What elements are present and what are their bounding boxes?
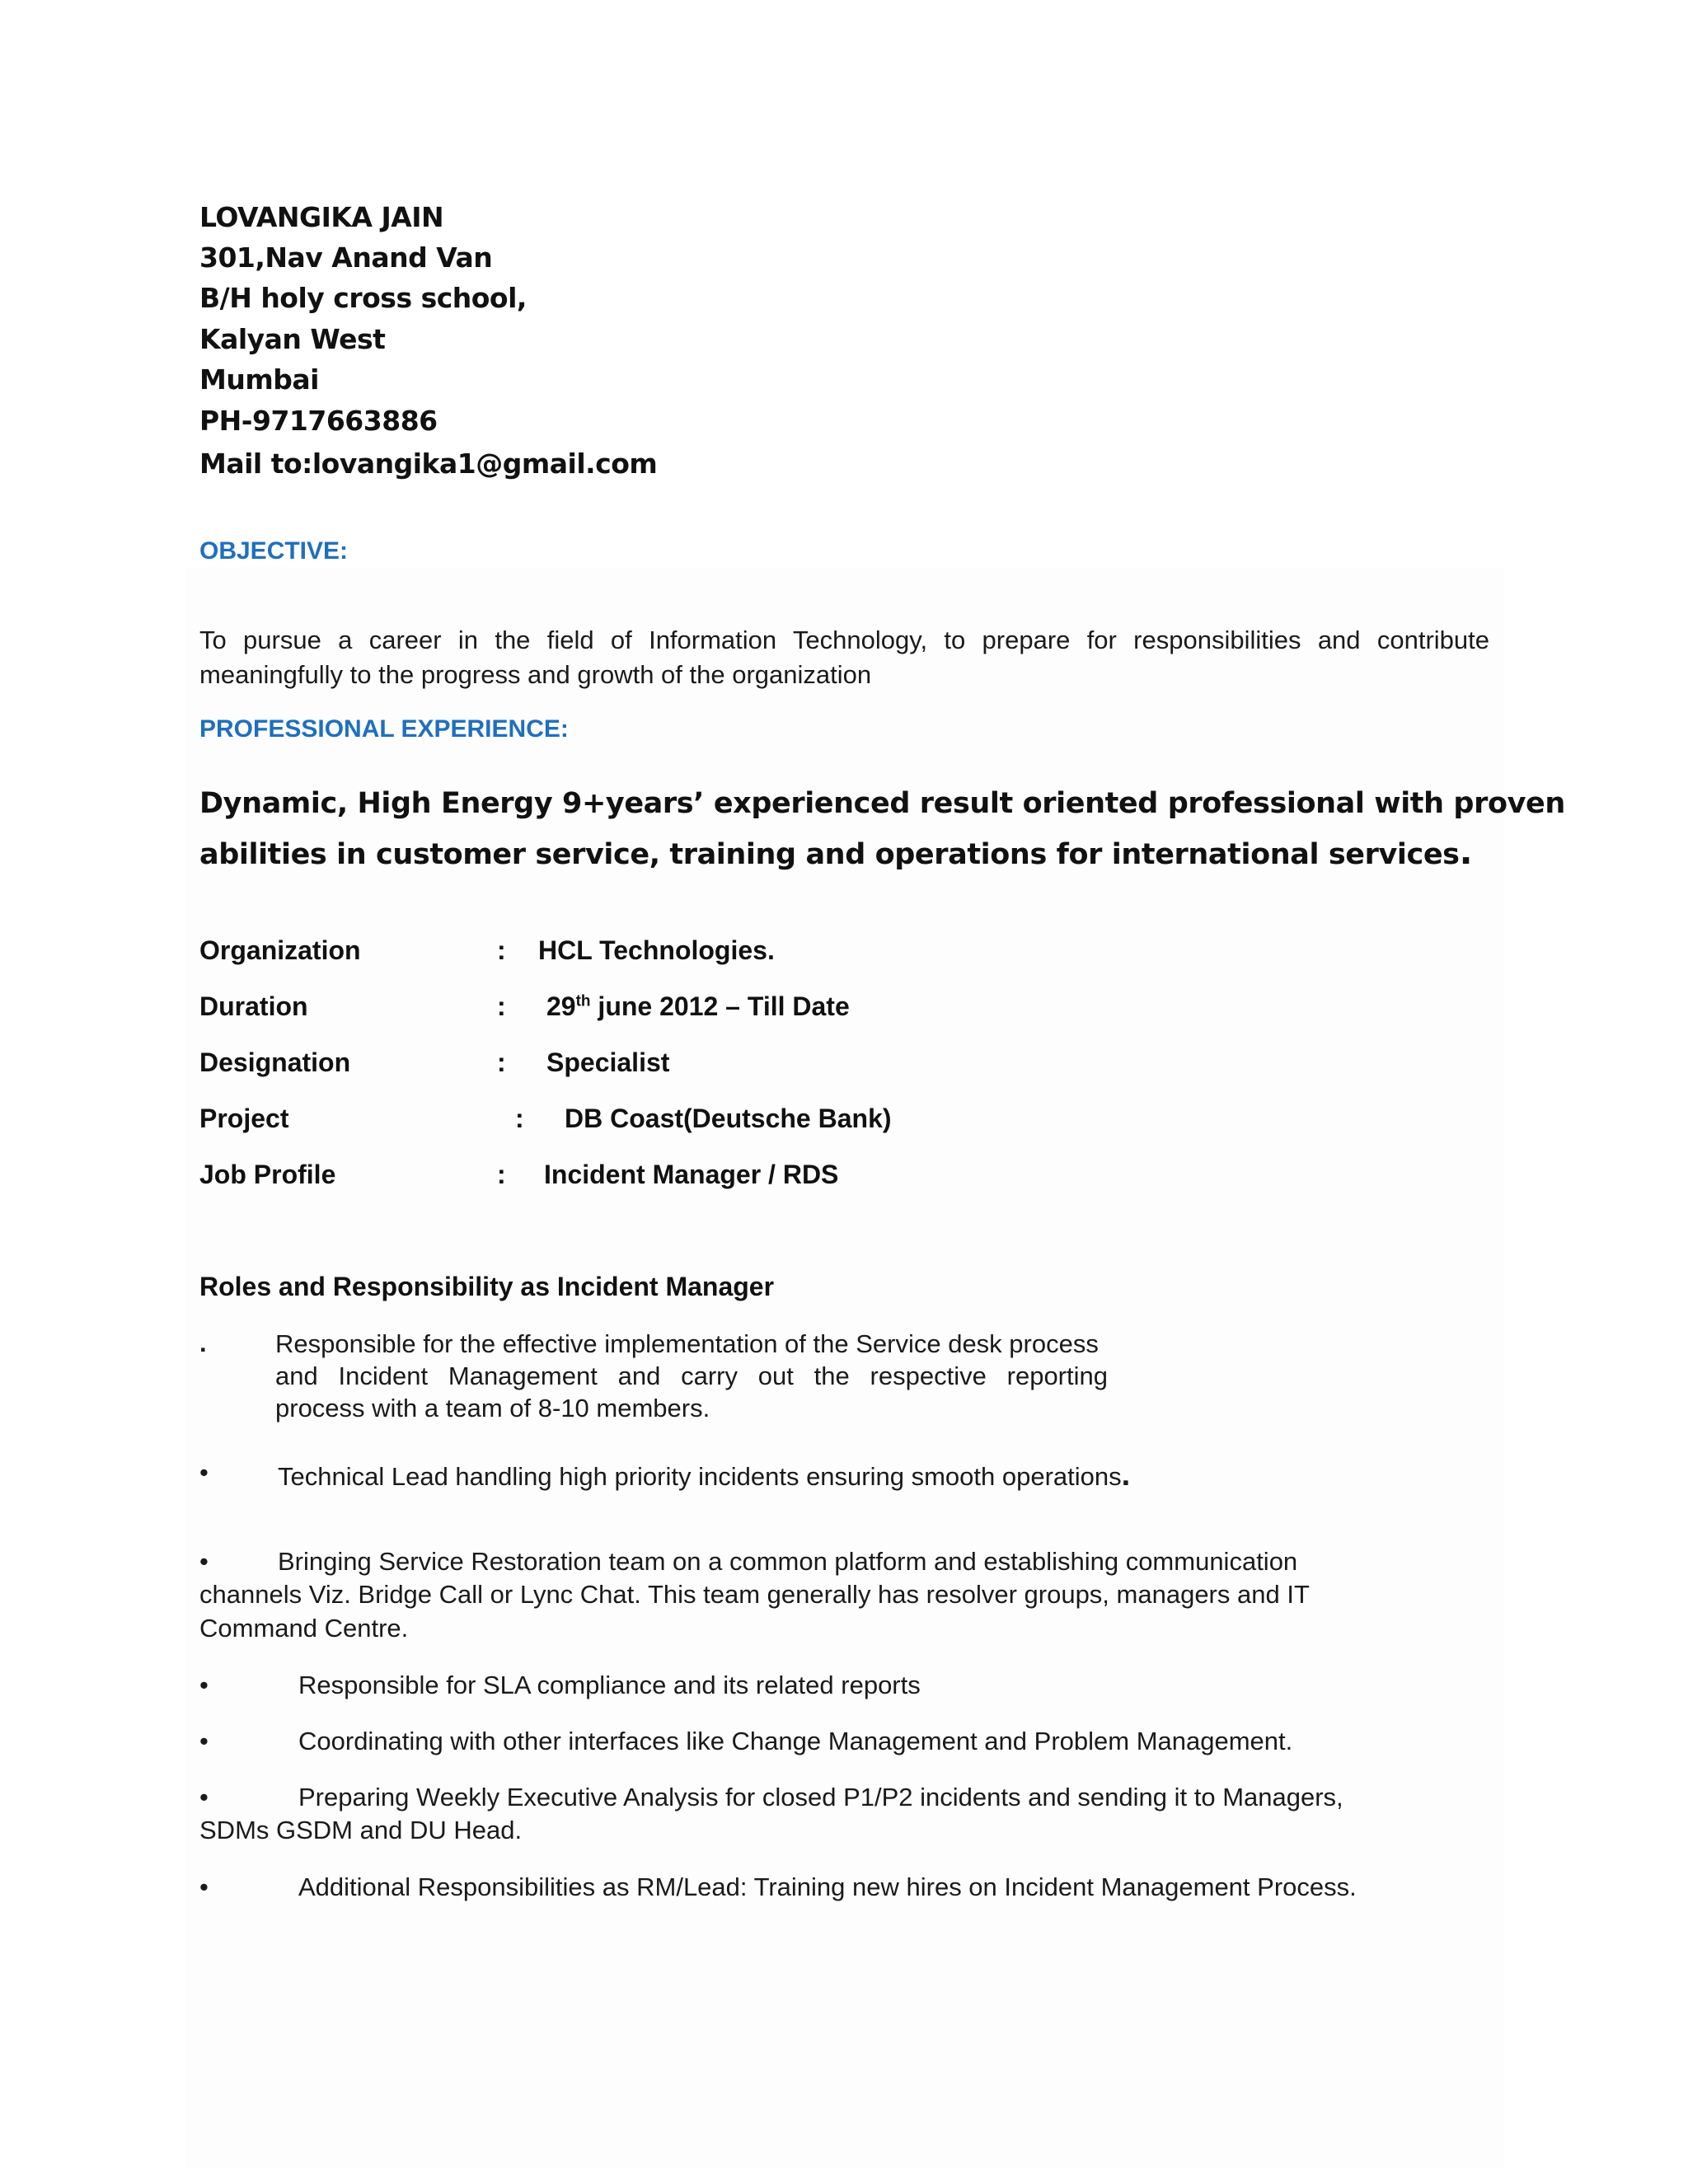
address-city: Mumbai (199, 363, 319, 396)
roles-heading: Roles and Responsibility as Incident Manager (199, 1272, 775, 1301)
objective-line-1: To pursue a career in the field of Information Technology, to prepare for responsibilities and contribute (199, 626, 1489, 654)
summary-line-2 (199, 832, 1472, 872)
item-1-line-1: Responsible for the effective implementation of the Service desk process (275, 1329, 1099, 1358)
item-7: Additional Responsibilities as RM/Lead: Training new hires on Incident Management Process. (298, 1872, 1357, 1901)
job-profile-value: Incident Manager / RDS (544, 1160, 839, 1189)
designation-colon: : (497, 1047, 506, 1077)
summary-end-period: . (1459, 832, 1473, 872)
item-3-line-1: Bringing Service Restoration team on a common platform and establishing communication (278, 1547, 1298, 1576)
item-3-line-3: Command Centre. (199, 1614, 409, 1643)
job-profile-label: Job Profile (199, 1160, 336, 1189)
phone-number: PH-9717663886 (199, 405, 438, 437)
experience-heading: PROFESSIONAL EXPERIENCE: (199, 715, 569, 743)
project-label: Project (199, 1104, 289, 1133)
address-line-2: B/H holy cross school, (199, 282, 527, 314)
item-4-marker: • (199, 1671, 209, 1699)
item-2-marker: • (199, 1458, 209, 1487)
summary-line-1: Dynamic, High Energy 9+years’ experienced result oriented professional with proven (199, 787, 1565, 820)
address-line-1: 301,Nav Anand Van (199, 241, 493, 274)
item-6-line-2: SDMs GSDM and DU Head. (199, 1816, 523, 1844)
item-5-marker: • (199, 1727, 209, 1755)
item-3-line-2: channels Viz. Bridge Call or Lync Chat. This team generally has resolver groups, managers and IT (199, 1580, 1310, 1609)
organization-label: Organization (199, 935, 361, 965)
address-line-3: Kalyan West (199, 323, 386, 355)
item-7-marker: • (199, 1872, 209, 1901)
candidate-name: LOVANGIKA JAIN (199, 201, 444, 233)
item-6-line-1: Preparing Weekly Executive Analysis for closed P1/P2 incidents and sending it to Managers, (298, 1783, 1343, 1811)
objective-line-2: meaningfully to the progress and growth of the organization (199, 660, 872, 689)
designation-label: Designation (199, 1047, 351, 1077)
job-profile-colon: : (497, 1160, 506, 1189)
summary-line-2-text: abilities in customer service, training and operations for international services (199, 838, 1460, 871)
objective-heading: OBJECTIVE: (199, 537, 349, 565)
item-4: Responsible for SLA compliance and its related reports (298, 1671, 921, 1699)
duration-suffix: th (575, 992, 591, 1010)
duration-colon: : (497, 991, 506, 1021)
item-2-text: Technical Lead handling high priority incidents ensuring smooth operations (278, 1462, 1122, 1491)
item-2-end: . (1121, 1458, 1131, 1493)
designation-value: Specialist (546, 1047, 670, 1077)
item-6-marker: • (199, 1783, 209, 1811)
project-colon: : (515, 1104, 524, 1133)
project-value: DB Coast(Deutsche Bank) (565, 1104, 892, 1133)
duration-label: Duration (199, 991, 308, 1021)
item-2 (278, 1458, 1130, 1493)
organization-value: HCL Technologies. (538, 935, 775, 965)
email-line: Mail to:lovangika1@gmail.com (199, 448, 658, 480)
duration-rest: june 2012 – Till Date (590, 991, 850, 1021)
item-1-line-2: and Incident Management and carry out the respective reporting (275, 1361, 1108, 1390)
duration-value (546, 991, 850, 1022)
item-1-marker: . (199, 1329, 207, 1357)
item-5: Coordinating with other interfaces like Change Management and Problem Management. (298, 1727, 1293, 1755)
item-3-marker: • (199, 1547, 209, 1576)
item-1-line-3: process with a team of 8-10 members. (275, 1394, 710, 1422)
organization-colon: : (497, 935, 506, 965)
duration-day: 29 (546, 991, 576, 1021)
